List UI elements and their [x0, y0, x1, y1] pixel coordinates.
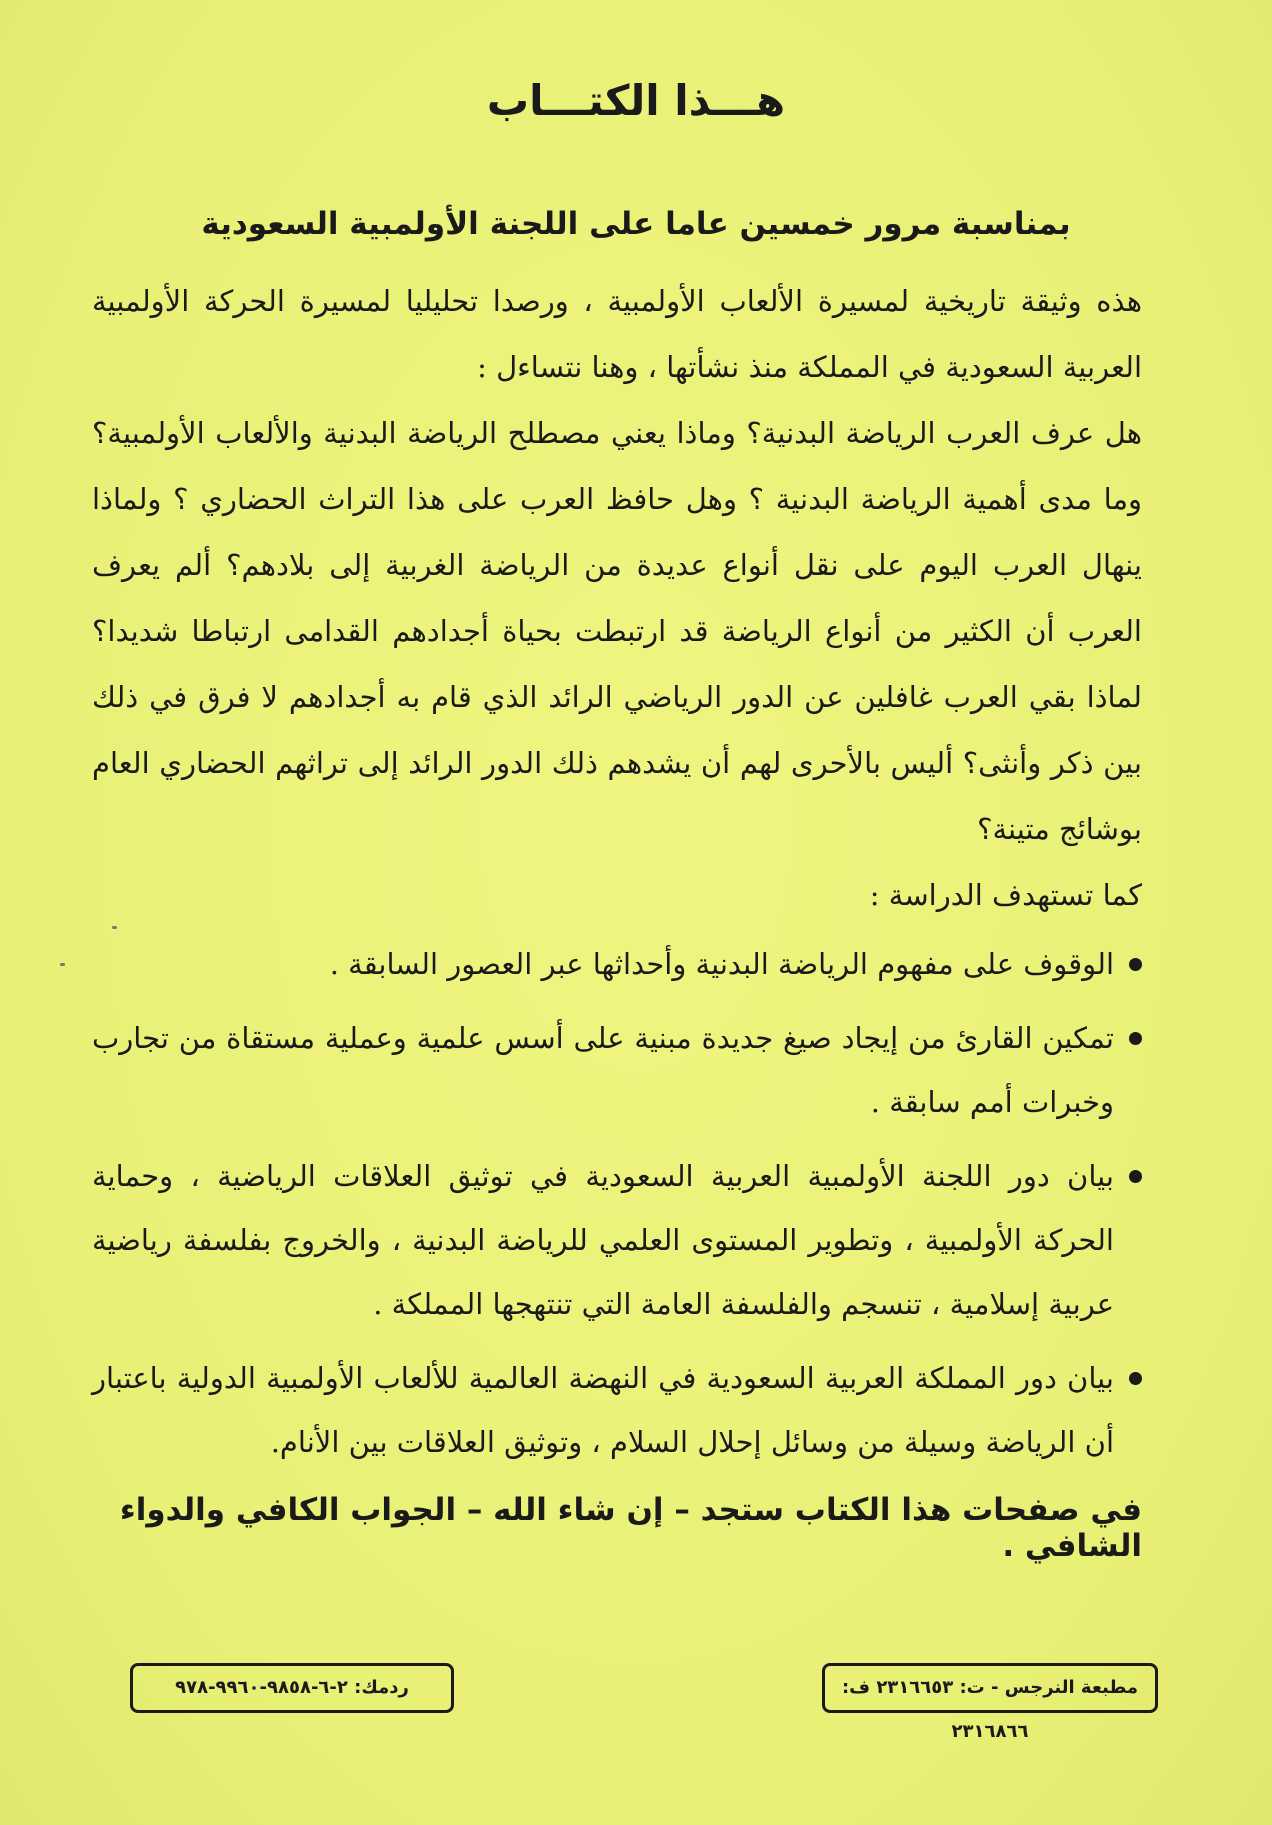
list-item	[92, 1006, 1142, 1134]
list-item	[92, 1144, 1142, 1336]
questions-paragraph: هل عرف العرب الرياضة البدنية؟ وماذا يعني مصطلح الرياضة البدنية والألعاب الأولمبية؟ وما مدى أهمية الرياضة البدنية ؟ وهل حافظ العرب على هذا التراث الحضاري ؟ ولماذا ينهال العرب اليوم على نقل أنواع عديدة من الرياضة الغربية إلى بلادهم؟ ألم يعرف العرب أن الكثير من أنواع الرياضة قد ارتبطت بحياة أجدادهم القدامى ارتباطا شديدا؟ لماذا بقي العرب غافلين عن الدور الرياضي الرائد الذي قام به أجدادهم لا فرق في ذلك بين ذكر وأنثى؟ أليس بالأحرى لهم أن يشدهم ذلك الدور الرائد إلى تراثهم الحضاري العام بوشائج متينة؟	[92, 416, 1142, 846]
list-item-text: الوقوف على مفهوم الرياضة البدنية وأحداثها عبر العصور السابقة .	[329, 947, 1114, 981]
bullet-dot-icon	[1129, 958, 1142, 971]
study-goals-list	[92, 932, 1142, 1474]
list-item-text: بيان دور اللجنة الأولمبية العربية السعودية في توثيق العلاقات الرياضية ، وحماية الحركة الأولمبية ، وتطوير المستوى العلمي للرياضة البدنية ، والخروج بفلسفة رياضية عربية إسلامية ، تنسجم والفلسفة العامة التي تنتهجها المملكة .	[92, 1159, 1114, 1321]
paper-speck	[112, 926, 117, 929]
list-item-text: بيان دور المملكة العربية السعودية في النهضة العالمية للألعاب الأولمبية الدولية باعتبار أن الرياضة وسيلة من وسائل إحلال السلام ، وتوثيق العلاقات بين الأنام.	[92, 1361, 1114, 1459]
intro-paragraph: هذه وثيقة تاريخية لمسيرة الألعاب الأولمبية ، ورصدا تحليليا لمسيرة الحركة الأولمبية العربية السعودية في المملكة منذ نشأتها ، وهنا نتساءل :	[92, 284, 1143, 384]
paper-speck	[60, 963, 65, 966]
list-item	[92, 932, 1142, 996]
bullet-dot-icon	[1129, 1372, 1142, 1385]
bullet-dot-icon	[1129, 1032, 1142, 1045]
page-subtitle: بمناسبة مرور خمسين عاما على اللجنة الأولمبية السعودية	[201, 205, 1071, 242]
study-goals-intro: كما تستهدف الدراسة :	[869, 878, 1142, 912]
isbn-box: ردمك: ٢-٦-٩٨٥٨-٩٩٦٠-٩٧٨	[130, 1663, 454, 1713]
list-item-text: تمكين القارئ من إيجاد صيغ جديدة مبنية على أسس علمية وعملية مستقاة من تجارب وخبرات أمم سابقة .	[92, 1021, 1114, 1119]
printer-info-box: مطبعة النرجس - ت: ٢٣١٦٦٥٣ ف: ٢٣١٦٨٦٦	[822, 1663, 1158, 1713]
list-item	[92, 1346, 1142, 1474]
conclusion-line: في صفحات هذا الكتاب ستجد – إن شاء الله – الجواب الكافي والدواء الشافي .	[119, 1492, 1142, 1564]
bullet-dot-icon	[1129, 1170, 1142, 1183]
page-title: هـــذا الكتـــاب	[486, 76, 786, 126]
main-text-block	[92, 268, 1142, 1484]
